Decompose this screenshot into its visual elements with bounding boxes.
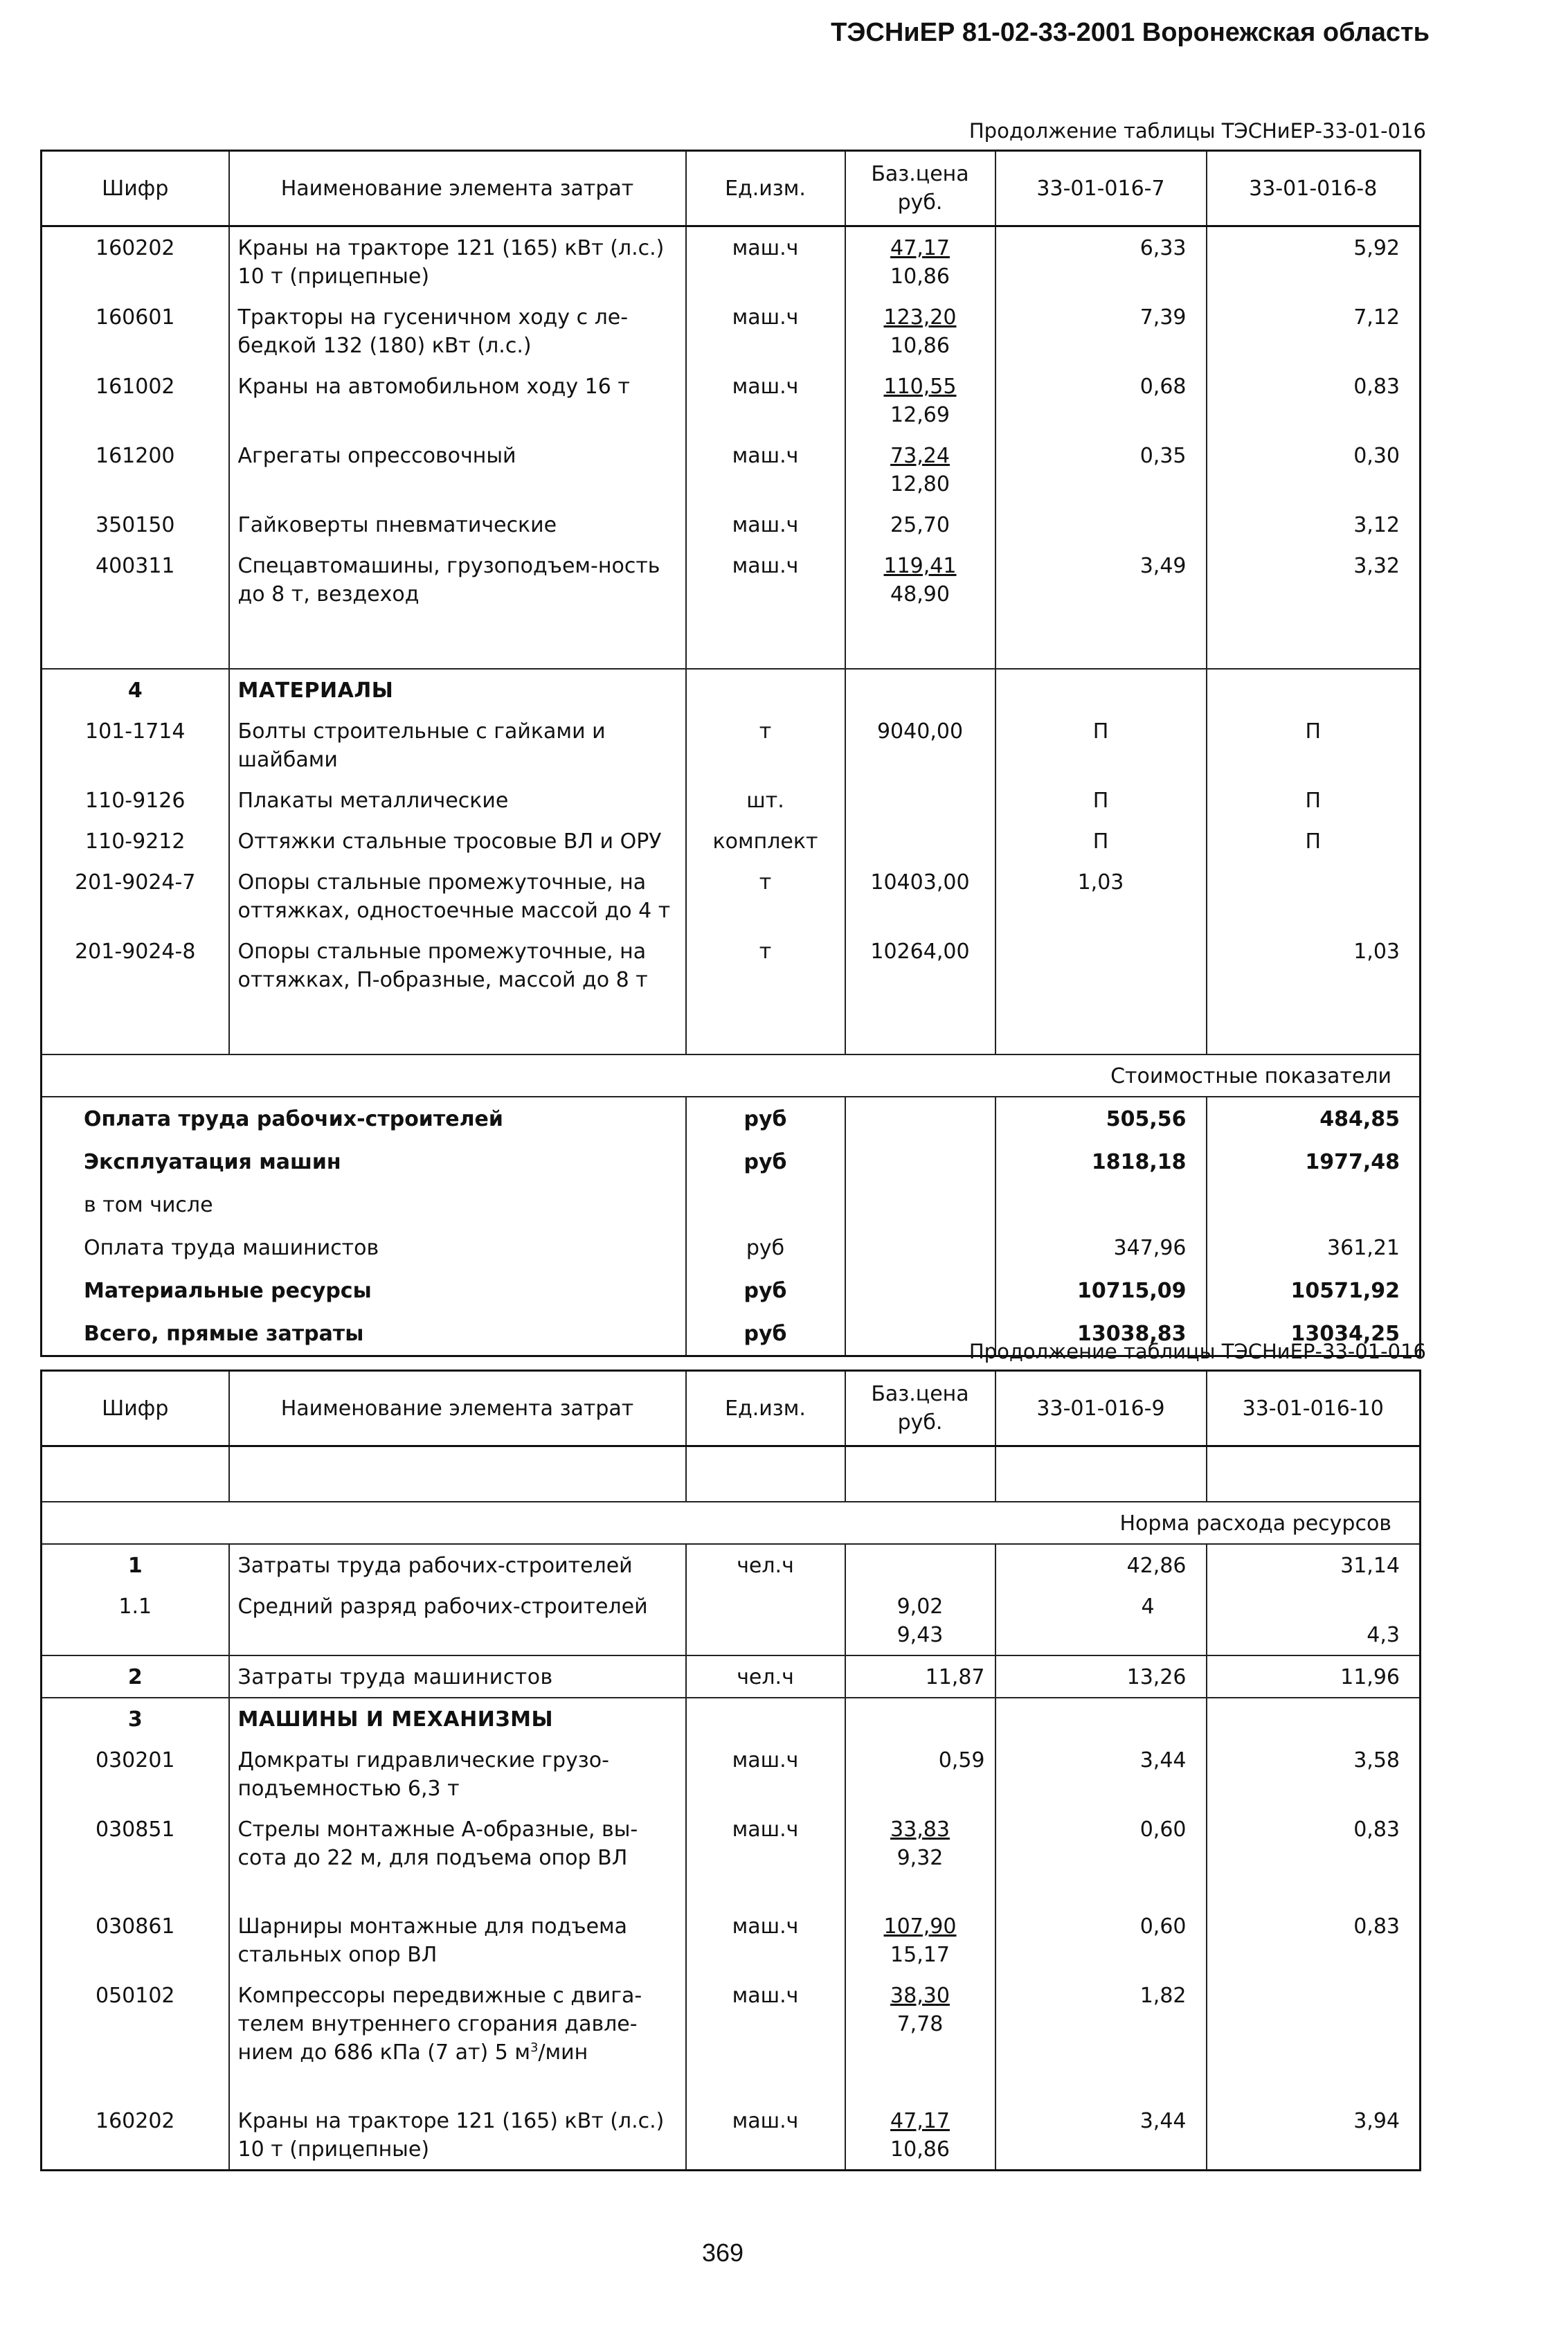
summary-value-2: 10571,92 bbox=[1207, 1269, 1421, 1312]
row-price bbox=[845, 1808, 995, 1878]
section-code: 3 bbox=[42, 1698, 229, 1739]
column-header-code: Шифр bbox=[42, 151, 229, 226]
row-unit: чел.ч bbox=[686, 1655, 845, 1698]
resource-table-1 bbox=[40, 150, 1421, 1357]
summary-value-1 bbox=[995, 1183, 1207, 1226]
row-code: 030201 bbox=[42, 1739, 229, 1808]
column-header-unit: Ед.изм. bbox=[686, 151, 845, 226]
row-unit: чел.ч bbox=[686, 1544, 845, 1586]
row-code: 030851 bbox=[42, 1808, 229, 1878]
row-unit: маш.ч bbox=[686, 1975, 845, 2072]
row-name: Гайковерты пневматические bbox=[229, 504, 686, 545]
price-operator: 10,86 bbox=[890, 334, 950, 358]
row-value-2: 31,14 bbox=[1207, 1544, 1421, 1586]
table-row bbox=[42, 1544, 1421, 1586]
summary-unit: руб bbox=[686, 1269, 845, 1312]
row-value-2: 0,83 bbox=[1207, 1878, 1421, 1975]
row-price bbox=[845, 1975, 995, 2072]
row-code: 1 bbox=[42, 1544, 229, 1586]
row-value-1 bbox=[995, 504, 1207, 545]
summary-label: Материальные ресурсы bbox=[42, 1269, 686, 1312]
row-value-1 bbox=[995, 931, 1207, 1000]
price-operator: 7,78 bbox=[896, 2012, 944, 2036]
table-row bbox=[42, 1739, 1421, 1808]
section-title: МАШИНЫ И МЕХАНИЗМЫ bbox=[229, 1698, 686, 1739]
row-price bbox=[845, 1544, 995, 1586]
table-spacer bbox=[42, 1000, 1421, 1054]
price-operator: 10,86 bbox=[890, 2137, 950, 2162]
row-code: 030861 bbox=[42, 1878, 229, 1975]
row-code: 161200 bbox=[42, 435, 229, 504]
row-price bbox=[845, 366, 995, 435]
table-row bbox=[42, 504, 1421, 545]
row-value-1: 3,44 bbox=[995, 2072, 1207, 2171]
row-unit: т bbox=[686, 710, 845, 780]
row-unit: шт. bbox=[686, 780, 845, 820]
summary-value-2: 13034,25 bbox=[1207, 1312, 1421, 1356]
column-header-price: Баз.цена руб. bbox=[845, 151, 995, 226]
row-price bbox=[845, 226, 995, 297]
row-price bbox=[845, 1878, 995, 1975]
price-operator: 12,69 bbox=[890, 403, 950, 427]
table-row bbox=[42, 435, 1421, 504]
summary-row bbox=[42, 1183, 1421, 1226]
row-code: 161002 bbox=[42, 366, 229, 435]
row-unit: маш.ч bbox=[686, 504, 845, 545]
column-header-code: Шифр bbox=[42, 1371, 229, 1446]
row-price: 11,87 bbox=[845, 1655, 995, 1698]
row-price bbox=[845, 820, 995, 861]
row-name: Краны на тракторе 121 (165) кВт (л.с.) 10 т (прицепные) bbox=[229, 226, 686, 297]
price-main: 123,20 bbox=[883, 305, 957, 330]
summary-unit: руб bbox=[686, 1226, 845, 1269]
row-value-1: 0,68 bbox=[995, 366, 1207, 435]
row-value-1: 0,60 bbox=[995, 1878, 1207, 1975]
row-code: 110-9212 bbox=[42, 820, 229, 861]
table-caption: Продолжение таблицы ТЭСНиЕР-33-01-016 bbox=[968, 119, 1426, 143]
summary-value-2: 1977,48 bbox=[1207, 1140, 1421, 1183]
summary-unit: руб bbox=[686, 1140, 845, 1183]
summary-value-1: 13038,83 bbox=[995, 1312, 1207, 1356]
table-row-operators bbox=[42, 1655, 1421, 1698]
band-label: Норма расхода ресурсов bbox=[42, 1502, 1421, 1544]
row-price bbox=[845, 1586, 995, 1655]
price-operator: 10,86 bbox=[890, 264, 950, 289]
row-price: 25,70 bbox=[845, 504, 995, 545]
row-name: Опоры стальные промежуточные, на оттяжках, П-образные, массой до 8 т bbox=[229, 931, 686, 1000]
price-operator: 48,90 bbox=[890, 582, 950, 607]
column-header-norm-7: 33-01-016-7 bbox=[995, 151, 1207, 226]
row-price bbox=[845, 2072, 995, 2171]
section-title: МАТЕРИАЛЫ bbox=[229, 669, 686, 710]
row-name: Компрессоры передвижные с двига-телем внутреннего сгорания давле-нием до 686 кПа (7 ат) 5 $м^3$/мин bbox=[229, 1975, 686, 2072]
price-main: 110,55 bbox=[883, 375, 957, 399]
row-name: Краны на автомобильном ходу 16 т bbox=[229, 366, 686, 435]
row-code: 1.1 bbox=[42, 1586, 229, 1655]
summary-value-1: 10715,09 bbox=[995, 1269, 1207, 1312]
table-row bbox=[42, 545, 1421, 614]
summary-row bbox=[42, 1269, 1421, 1312]
row-value-2: 3,32 bbox=[1207, 545, 1421, 614]
row-code: 350150 bbox=[42, 504, 229, 545]
row-value-2: 0,30 bbox=[1207, 435, 1421, 504]
summary-label: Эксплуатация машин bbox=[42, 1140, 686, 1183]
row-code: 2 bbox=[42, 1655, 229, 1698]
table-row bbox=[42, 2072, 1421, 2171]
row-value-1: П bbox=[995, 710, 1207, 780]
row-name: Домкраты гидравлические грузо-подъемностью 6,3 т bbox=[229, 1739, 686, 1808]
row-unit: маш.ч bbox=[686, 226, 845, 297]
row-code: 201-9024-8 bbox=[42, 931, 229, 1000]
table-row bbox=[42, 1975, 1421, 2072]
table-row bbox=[42, 931, 1421, 1000]
row-price: 0,59 bbox=[845, 1739, 995, 1808]
row-name: Затраты труда рабочих-строителей bbox=[229, 1544, 686, 1586]
row-unit: маш.ч bbox=[686, 1739, 845, 1808]
row-value-2: 0,83 bbox=[1207, 366, 1421, 435]
summary-value-2: 484,85 bbox=[1207, 1097, 1421, 1140]
row-value-1: 42,86 bbox=[995, 1544, 1207, 1586]
price-main: 47,17 bbox=[890, 2109, 950, 2133]
table-header-row bbox=[42, 151, 1421, 226]
row-name: Краны на тракторе 121 (165) кВт (л.с.) 10 т (прицепные) bbox=[229, 2072, 686, 2171]
column-header-unit: Ед.изм. bbox=[686, 1371, 845, 1446]
section-code: 4 bbox=[42, 669, 229, 710]
cost-indicators-band bbox=[42, 1054, 1421, 1097]
table-row bbox=[42, 780, 1421, 820]
row-value-2: 3,58 bbox=[1207, 1739, 1421, 1808]
table-spacer bbox=[42, 1446, 1421, 1502]
band-label: Стоимостные показатели bbox=[42, 1054, 1421, 1097]
price-main: 47,17 bbox=[890, 236, 950, 260]
table-row bbox=[42, 820, 1421, 861]
summary-unit: руб bbox=[686, 1312, 845, 1356]
row-unit: т bbox=[686, 861, 845, 931]
row-value-2 bbox=[1207, 861, 1421, 931]
row-value-1: 1,82 bbox=[995, 1975, 1207, 2072]
summary-unit bbox=[686, 1183, 845, 1226]
row-value-2: 3,94 bbox=[1207, 2072, 1421, 2171]
summary-label: Оплата труда машинистов bbox=[42, 1226, 686, 1269]
summary-label: в том числе bbox=[42, 1183, 686, 1226]
document-header: ТЭСНиЕР 81-02-33-2001 Воронежская область bbox=[831, 18, 1430, 47]
row-value-2: 1,03 bbox=[1207, 931, 1421, 1000]
row-code: 110-9126 bbox=[42, 780, 229, 820]
row-value-1: 3,49 bbox=[995, 545, 1207, 614]
grade-price-a: 9,02 bbox=[896, 1595, 944, 1619]
row-value-1: 7,39 bbox=[995, 296, 1207, 366]
section-row-materials bbox=[42, 669, 1421, 710]
row-name: Оттяжки стальные тросовые ВЛ и ОРУ bbox=[229, 820, 686, 861]
table-row bbox=[42, 1808, 1421, 1878]
row-value-1: 6,33 bbox=[995, 226, 1207, 297]
row-unit: маш.ч bbox=[686, 1878, 845, 1975]
row-code: 050102 bbox=[42, 1975, 229, 2072]
column-header-name: Наименование элемента затрат bbox=[229, 1371, 686, 1446]
row-value-2: 7,12 bbox=[1207, 296, 1421, 366]
row-price: 10403,00 bbox=[845, 861, 995, 931]
row-value-1: П bbox=[995, 780, 1207, 820]
row-unit: маш.ч bbox=[686, 1808, 845, 1878]
row-code: 160601 bbox=[42, 296, 229, 366]
row-value-1: П bbox=[995, 820, 1207, 861]
row-name: Опоры стальные промежуточные, на оттяжках, одностоечные массой до 4 т bbox=[229, 861, 686, 931]
row-value-2 bbox=[1207, 1975, 1421, 2072]
row-name: Стрелы монтажные А-образные, вы-сота до 22 м, для подъема опор ВЛ bbox=[229, 1808, 686, 1878]
row-value-1: 1,03 bbox=[995, 861, 1207, 931]
row-value-2: 11,96 bbox=[1207, 1655, 1421, 1698]
row-code: 160202 bbox=[42, 2072, 229, 2171]
summary-label: Всего, прямые затраты bbox=[42, 1312, 686, 1356]
row-price bbox=[845, 435, 995, 504]
norm-consumption-band bbox=[42, 1502, 1421, 1544]
row-value-1: 4 bbox=[995, 1586, 1207, 1655]
row-name: Агрегаты опрессовочный bbox=[229, 435, 686, 504]
summary-row bbox=[42, 1140, 1421, 1183]
row-name: Тракторы на гусеничном ходу с ле-бедкой 132 (180) кВт (л.с.) bbox=[229, 296, 686, 366]
table-header-row bbox=[42, 1371, 1421, 1446]
table-row bbox=[42, 366, 1421, 435]
row-unit: маш.ч bbox=[686, 545, 845, 614]
page-number: 369 bbox=[702, 2238, 744, 2267]
price-main: 107,90 bbox=[883, 1914, 957, 1939]
column-header-norm-9: 33-01-016-9 bbox=[995, 1371, 1207, 1446]
row-name: Плакаты металлические bbox=[229, 780, 686, 820]
summary-value-2: 361,21 bbox=[1207, 1226, 1421, 1269]
row-name: Затраты труда машинистов bbox=[229, 1655, 686, 1698]
summary-label: Оплата труда рабочих-строителей bbox=[42, 1097, 686, 1140]
row-value-1: 0,60 bbox=[995, 1808, 1207, 1878]
price-operator: 15,17 bbox=[890, 1943, 950, 1967]
summary-value-2 bbox=[1207, 1183, 1421, 1226]
row-price: 10264,00 bbox=[845, 931, 995, 1000]
row-value-2: 3,12 bbox=[1207, 504, 1421, 545]
row-value-2: П bbox=[1207, 780, 1421, 820]
table-row bbox=[42, 861, 1421, 931]
summary-value-1: 505,56 bbox=[995, 1097, 1207, 1140]
row-value-1: 3,44 bbox=[995, 1739, 1207, 1808]
row-price bbox=[845, 545, 995, 614]
table-row bbox=[42, 296, 1421, 366]
row-unit: маш.ч bbox=[686, 435, 845, 504]
section-row-machines bbox=[42, 1698, 1421, 1739]
column-header-norm-8: 33-01-016-8 bbox=[1207, 151, 1421, 226]
row-name: Шарниры монтажные для подъема стальных опор ВЛ bbox=[229, 1878, 686, 1975]
row-name: Болты строительные с гайками и шайбами bbox=[229, 710, 686, 780]
row-value-2: 0,83 bbox=[1207, 1808, 1421, 1878]
table-row bbox=[42, 1586, 1421, 1655]
table-row bbox=[42, 710, 1421, 780]
summary-value-1: 347,96 bbox=[995, 1226, 1207, 1269]
row-price: 9040,00 bbox=[845, 710, 995, 780]
row-code: 400311 bbox=[42, 545, 229, 614]
column-header-price: Баз.цена руб. bbox=[845, 1371, 995, 1446]
resource-table-2 bbox=[40, 1370, 1421, 2171]
price-operator: 12,80 bbox=[890, 472, 950, 496]
summary-row bbox=[42, 1097, 1421, 1140]
row-name: Спецавтомашины, грузоподъем-ность до 8 т, вездеход bbox=[229, 545, 686, 614]
row-value-2: 5,92 bbox=[1207, 226, 1421, 297]
column-header-norm-10: 33-01-016-10 bbox=[1207, 1371, 1421, 1446]
summary-row bbox=[42, 1226, 1421, 1269]
row-code: 160202 bbox=[42, 226, 229, 297]
column-header-name: Наименование элемента затрат bbox=[229, 151, 686, 226]
row-unit: маш.ч bbox=[686, 2072, 845, 2171]
table-caption: Продолжение таблицы ТЭСНиЕР-33-01-016 bbox=[968, 1340, 1426, 1363]
summary-value-1: 1818,18 bbox=[995, 1140, 1207, 1183]
row-unit: комплект bbox=[686, 820, 845, 861]
summary-unit: руб bbox=[686, 1097, 845, 1140]
price-main: 38,30 bbox=[890, 1984, 950, 2008]
row-unit: маш.ч bbox=[686, 296, 845, 366]
price-operator: 9,32 bbox=[896, 1846, 944, 1870]
table-spacer bbox=[42, 614, 1421, 669]
table-row bbox=[42, 226, 1421, 297]
price-main: 119,41 bbox=[883, 554, 957, 578]
row-price bbox=[845, 296, 995, 366]
price-main: 33,83 bbox=[890, 1817, 950, 1842]
grade-price-b: 9,43 bbox=[896, 1623, 944, 1647]
row-price bbox=[845, 780, 995, 820]
row-code: 201-9024-7 bbox=[42, 861, 229, 931]
row-value-2: 4,3 bbox=[1207, 1586, 1421, 1655]
row-value-1: 13,26 bbox=[995, 1655, 1207, 1698]
row-value-1: 0,35 bbox=[995, 435, 1207, 504]
row-value-2: П bbox=[1207, 820, 1421, 861]
row-unit: т bbox=[686, 931, 845, 1000]
price-main: 73,24 bbox=[890, 444, 950, 468]
table-row bbox=[42, 1878, 1421, 1975]
row-code: 101-1714 bbox=[42, 710, 229, 780]
row-name: Средний разряд рабочих-строителей bbox=[229, 1586, 686, 1655]
row-value-2: П bbox=[1207, 710, 1421, 780]
row-unit: маш.ч bbox=[686, 366, 845, 435]
